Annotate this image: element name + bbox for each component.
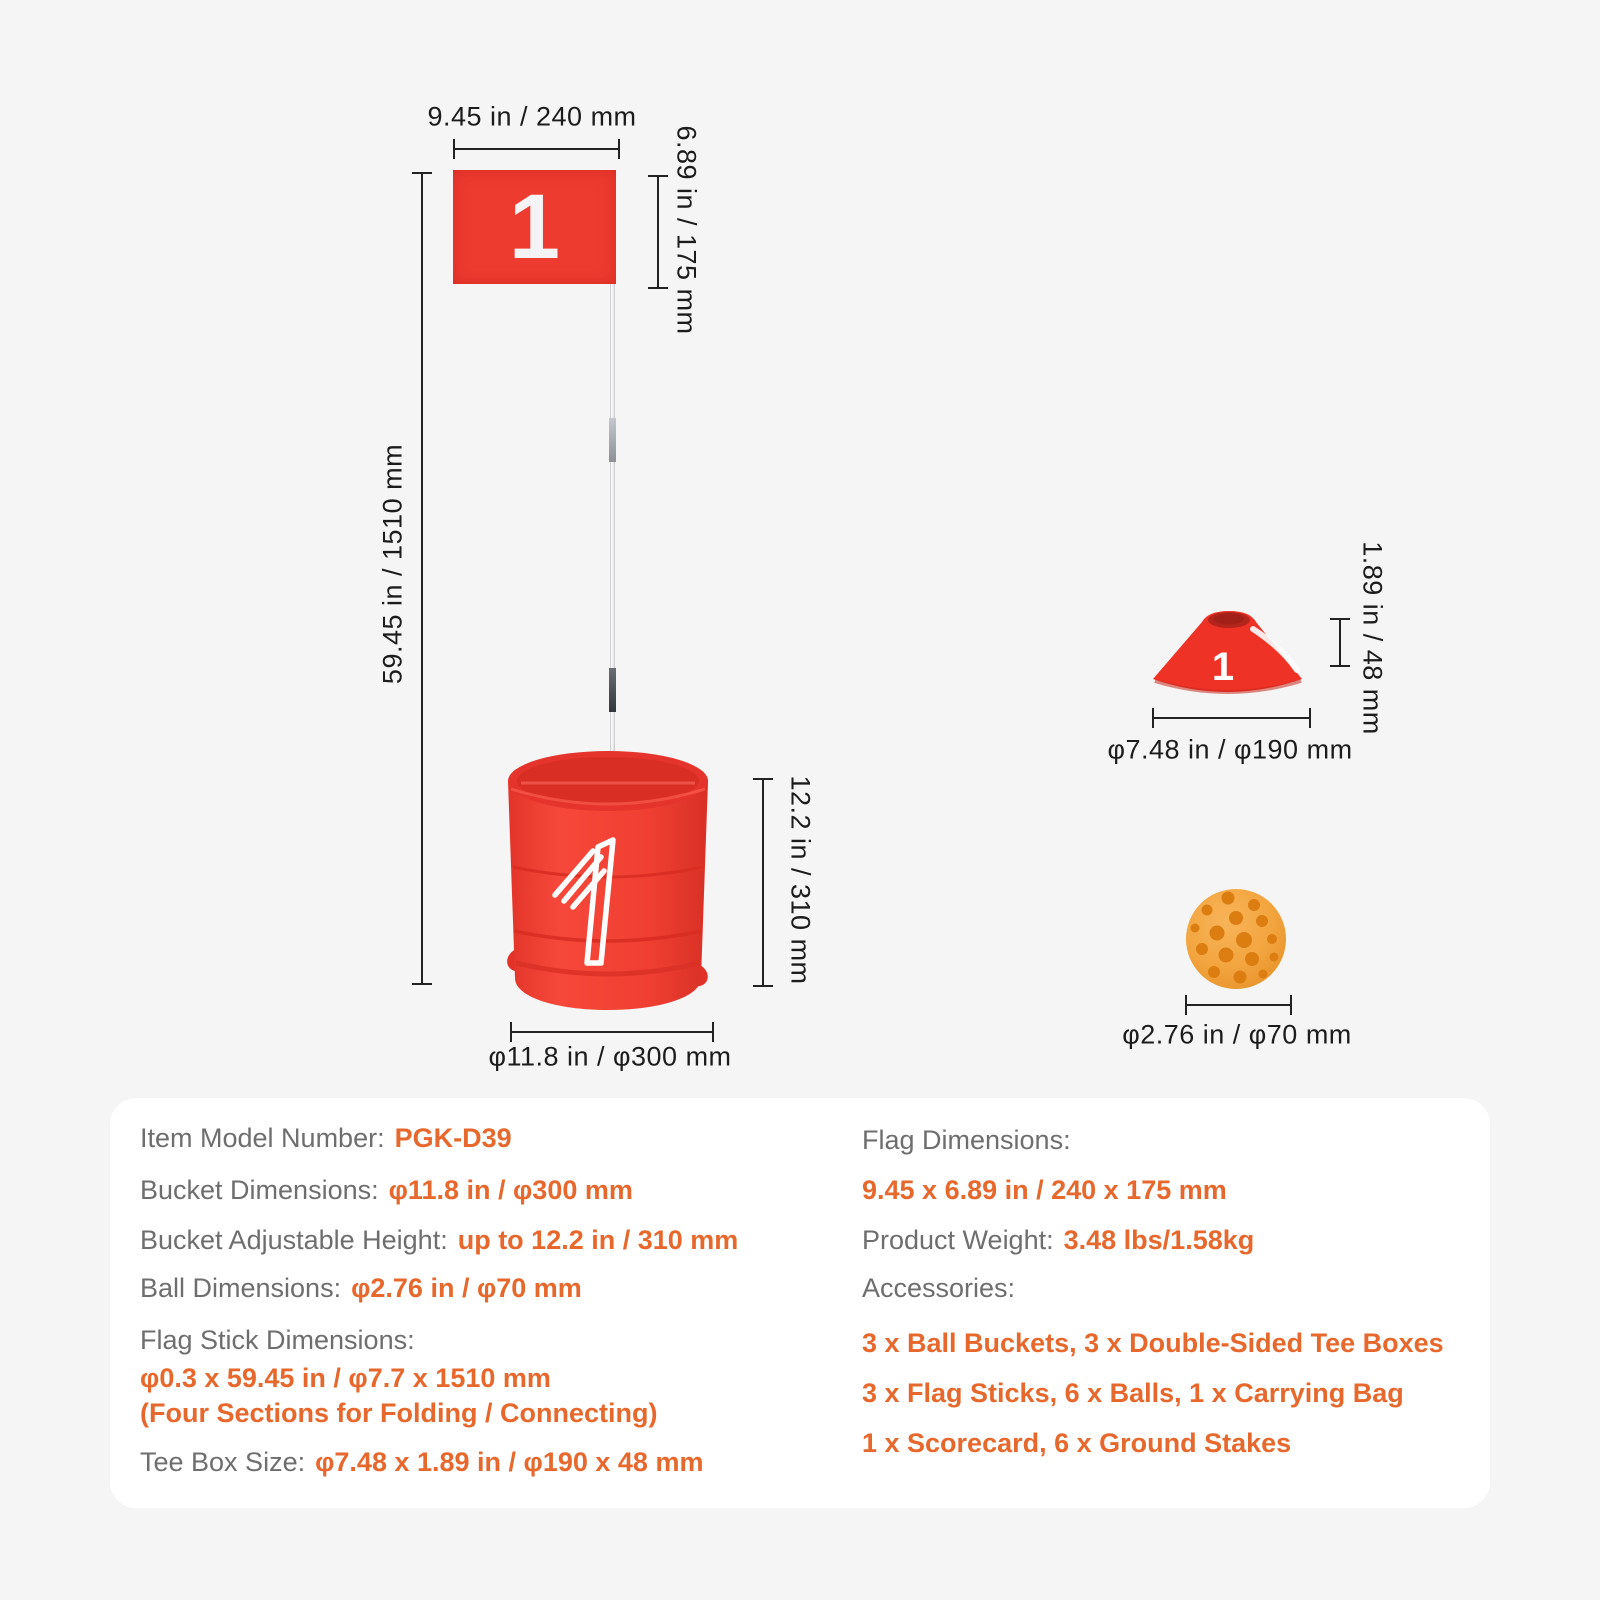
spec-item-model-number (140, 1121, 512, 1155)
spec-bucket-dimensions (140, 1173, 633, 1207)
spec-accessories-line-3 (862, 1426, 1291, 1460)
ball-diameter-dim-line (1185, 995, 1292, 1015)
flag-number: 1 (508, 176, 561, 278)
tee-box-graphic (1145, 607, 1310, 702)
spec-value: 3 x Ball Buckets, 3 x Double-Sided Tee Boxes (862, 1328, 1444, 1358)
spec-label: Flag Dimensions: (862, 1125, 1071, 1155)
spec-value: 9.45 x 6.89 in / 240 x 175 mm (862, 1175, 1227, 1205)
spec-label: Item Model Number: (140, 1123, 385, 1153)
spec-value: up to 12.2 in / 310 mm (457, 1225, 739, 1255)
flag-stick-length-dim-line (412, 172, 432, 985)
spec-label: Bucket Dimensions: (140, 1175, 379, 1205)
spec-flag-stick-dimensions-note (140, 1396, 657, 1430)
spec-value: φ0.3 x 59.45 in / φ7.7 x 1510 mm (140, 1363, 551, 1393)
flag-height-label: 6.89 in / 175 mm (671, 125, 702, 335)
practice-ball-graphic (1184, 887, 1288, 991)
spec-flag-dimensions-label (862, 1123, 1071, 1157)
spec-product-weight (862, 1223, 1254, 1257)
spec-value: PGK-D39 (394, 1123, 512, 1153)
flag-stick-length-label: 59.45 in / 1510 mm (377, 443, 408, 685)
spec-accessories-line-2 (862, 1376, 1404, 1410)
spec-label: Product Weight: (862, 1225, 1054, 1255)
spec-flag-dimensions-value (862, 1173, 1227, 1207)
tee-box-diameter-dim-line (1152, 708, 1311, 728)
spec-value: φ2.76 in / φ70 mm (351, 1273, 582, 1303)
spec-accessories-line-1 (862, 1326, 1444, 1360)
spec-label: Flag Stick Dimensions: (140, 1325, 415, 1355)
spec-label: Tee Box Size: (140, 1447, 306, 1477)
bucket-height-label: 12.2 in / 310 mm (785, 775, 816, 985)
tee-box-diameter-label: φ7.48 in / φ190 mm (1107, 734, 1353, 765)
spec-flag-stick-dimensions-value (140, 1361, 551, 1395)
spec-value: (Four Sections for Folding / Connecting) (140, 1398, 658, 1428)
flag-height-dim-line (648, 175, 668, 289)
tee-box-height-label: 1.89 in / 48 mm (1357, 541, 1388, 735)
spec-accessories-label (862, 1271, 1015, 1305)
bucket-height-dim-line (753, 778, 773, 987)
spec-value: 1 x Scorecard, 6 x Ground Stakes (862, 1428, 1292, 1458)
spec-tee-box-size (140, 1445, 703, 1479)
flag-width-label: 9.45 in / 240 mm (427, 101, 637, 132)
flag-stick-joint (609, 668, 616, 712)
spec-bucket-adjustable-height (140, 1223, 738, 1257)
spec-panel (110, 1098, 1490, 1508)
spec-value: 3.48 lbs/1.58kg (1063, 1225, 1255, 1255)
flag-graphic (453, 170, 616, 284)
tee-box-height-dim-line (1330, 618, 1350, 667)
bucket-diameter-label: φ11.8 in / φ300 mm (488, 1041, 732, 1072)
bucket-diameter-dim-line (510, 1022, 714, 1042)
flag-width-dim-line (453, 139, 620, 159)
ball-bucket-graphic (503, 745, 713, 1015)
spec-label: Bucket Adjustable Height: (140, 1225, 448, 1255)
spec-label: Accessories: (862, 1273, 1016, 1303)
spec-label: Ball Dimensions: (140, 1273, 342, 1303)
ball-diameter-label: φ2.76 in / φ70 mm (1122, 1019, 1352, 1050)
spec-value: 3 x Flag Sticks, 6 x Balls, 1 x Carrying Bag (862, 1378, 1404, 1408)
spec-value: φ7.48 x 1.89 in / φ190 x 48 mm (315, 1447, 704, 1477)
spec-value: φ11.8 in / φ300 mm (388, 1175, 633, 1205)
flag-stick-joint (609, 418, 616, 462)
tee-box-number: 1 (1211, 645, 1235, 689)
spec-ball-dimensions (140, 1271, 582, 1305)
spec-flag-stick-dimensions-label (140, 1323, 415, 1357)
